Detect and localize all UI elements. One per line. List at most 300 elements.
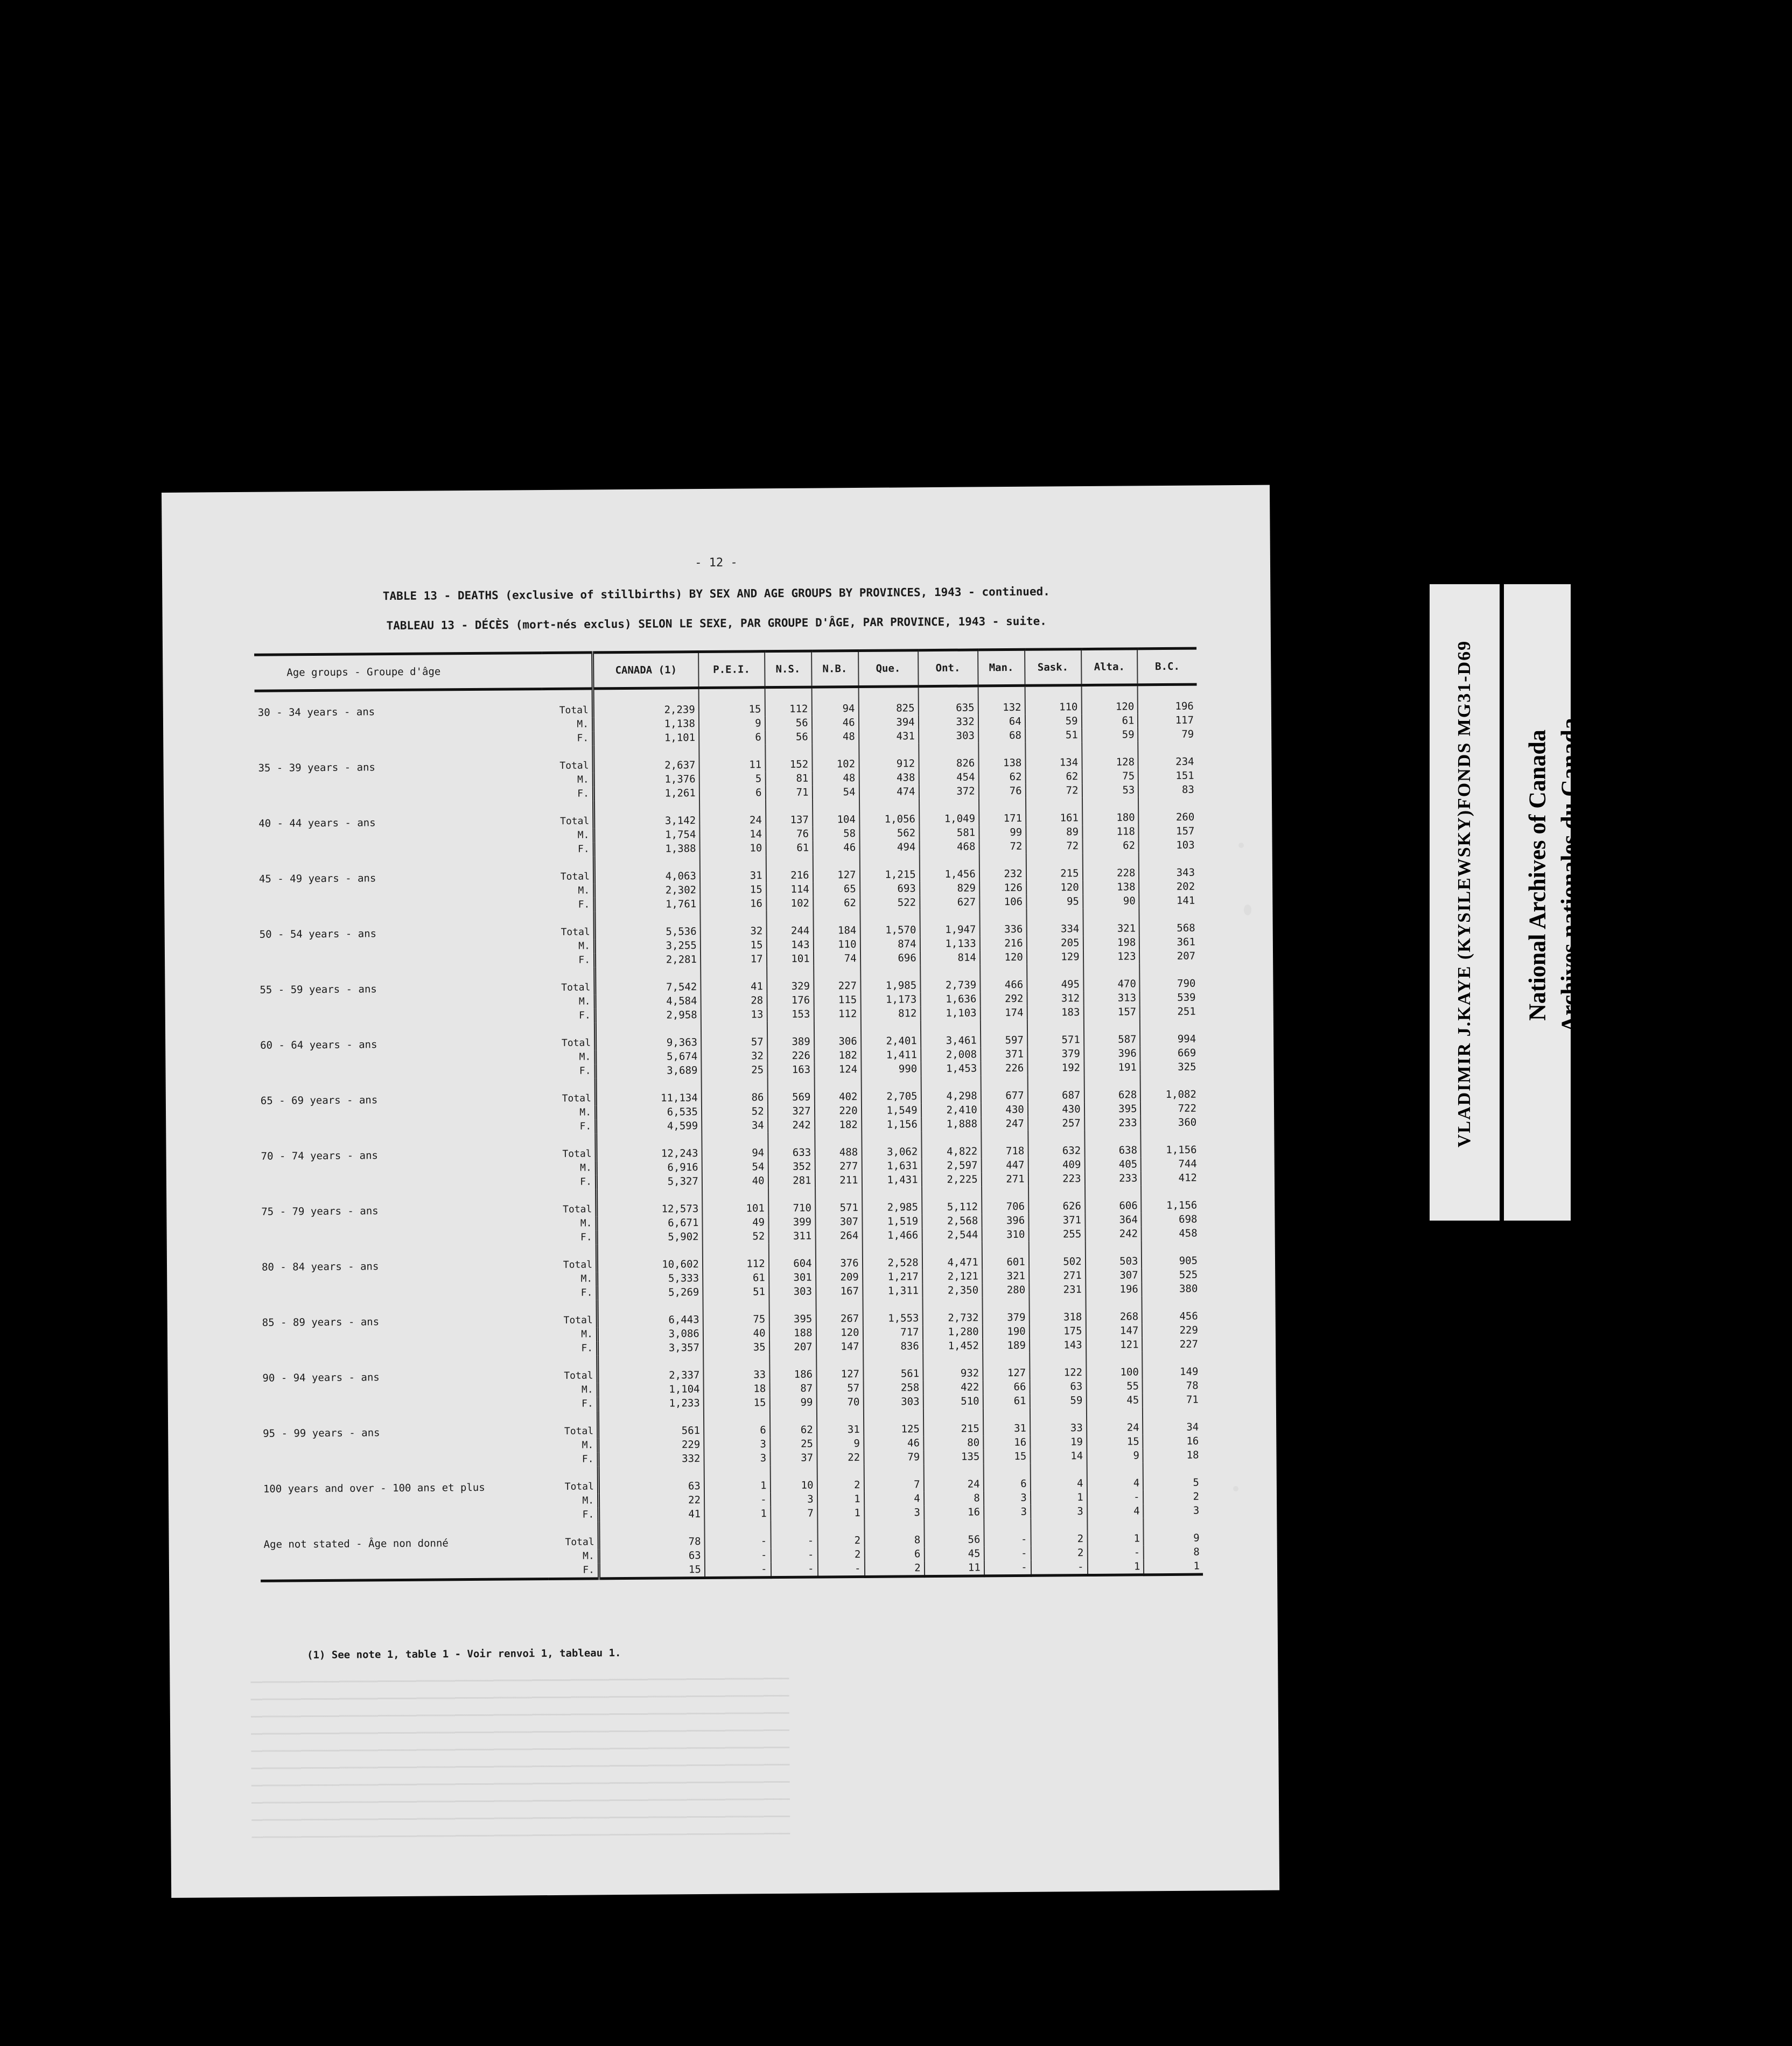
table-cell: 31: [700, 855, 766, 883]
table-cell: 2: [817, 1465, 864, 1493]
table-cell: 1,452: [923, 1339, 983, 1353]
table-cell: 396: [1084, 1046, 1140, 1061]
table-cell: -: [1031, 1560, 1088, 1575]
table-cell: 103: [1139, 838, 1198, 853]
table-cell: 1: [817, 1492, 864, 1507]
table-cell: 606: [1085, 1185, 1142, 1213]
table-cell: 15: [700, 882, 766, 897]
table-cell: 45: [1086, 1393, 1143, 1407]
table-cell: 56: [765, 716, 812, 731]
age-group-label: 80 - 84 years - ans: [261, 1260, 379, 1273]
table-cell: 174: [980, 1006, 1027, 1020]
table-cell: 49: [702, 1215, 768, 1230]
table-cell: 271: [982, 1172, 1028, 1187]
table-cell: 112: [814, 1007, 860, 1021]
table-cell: 1,280: [923, 1325, 983, 1339]
table-cell: 182: [814, 1048, 861, 1063]
archive-name-english: National Archives of Canada: [1524, 730, 1551, 1021]
sex-label: Total: [564, 1425, 594, 1437]
table-cell: 696: [860, 951, 920, 965]
table-cell: 48: [812, 730, 859, 744]
age-group-label: 90 - 94 years - ans: [262, 1371, 380, 1384]
table-cell: 4,063: [594, 856, 700, 884]
table-cell: 127: [813, 854, 859, 882]
table-cell: 4,584: [595, 994, 701, 1008]
table-cell: 72: [1026, 839, 1082, 853]
table-cell: 1,233: [598, 1396, 704, 1411]
table-cell: 990: [861, 1062, 921, 1076]
sex-label: Total: [560, 871, 590, 882]
age-group-label: 40 - 44 years - ans: [258, 817, 376, 830]
table-cell: 232: [979, 853, 1026, 881]
table-cell: -: [771, 1521, 817, 1548]
sex-label: Total: [560, 815, 590, 827]
sex-label: Total: [565, 1536, 594, 1548]
table-cell: 571: [815, 1187, 862, 1215]
table-cell: 301: [769, 1271, 816, 1285]
table-cell: 149: [1143, 1351, 1202, 1379]
table-cell: 101: [702, 1188, 768, 1216]
table-cell: 6: [983, 1463, 1030, 1491]
table-cell: 717: [863, 1325, 922, 1340]
table-cell: 220: [815, 1104, 862, 1118]
archive-name-french: Archives nationales du Canada: [1556, 718, 1583, 1033]
table-cell: 110: [813, 937, 860, 952]
table-cell: -: [771, 1562, 817, 1578]
table-cell: 215: [923, 1408, 983, 1436]
archive-stamp: [1430, 584, 1583, 1221]
table-cell: 134: [1025, 742, 1082, 770]
sex-label: M.: [580, 1273, 593, 1285]
table-cell: 9: [817, 1437, 864, 1451]
table-cell: 122: [1030, 1352, 1086, 1380]
sex-label: M.: [581, 1384, 593, 1396]
column-header: B.C.: [1138, 648, 1197, 685]
table-cell: 247: [981, 1117, 1028, 1131]
table-cell: 336: [979, 909, 1026, 937]
table-cell: 2,739: [920, 964, 980, 992]
table-cell: 11: [699, 744, 765, 772]
table-cell: 632: [1028, 1130, 1084, 1158]
speck: [1238, 843, 1244, 848]
table-cell: 188: [769, 1326, 816, 1341]
sex-label: M.: [577, 774, 589, 786]
table-cell: 35: [703, 1340, 769, 1355]
table-cell: 223: [1028, 1172, 1085, 1186]
age-group-label: Age not stated - Âge non donné: [263, 1537, 449, 1551]
sex-label: M.: [579, 1106, 592, 1118]
table-cell: 329: [767, 966, 814, 994]
table-cell: 41: [599, 1507, 705, 1522]
age-group-label: 55 - 59 years - ans: [260, 983, 377, 996]
table-cell: 422: [923, 1380, 983, 1395]
table-cell: 5,536: [594, 911, 701, 939]
table-cell: 360: [1141, 1116, 1200, 1130]
table-cell: 11: [925, 1560, 984, 1576]
table-cell: 31: [817, 1409, 864, 1437]
table-cell: 260: [1138, 797, 1198, 825]
table-cell: 94: [811, 686, 858, 716]
table-cell: 19: [1030, 1435, 1087, 1449]
table-cell: 72: [1026, 783, 1082, 798]
table-cell: 15: [701, 938, 767, 952]
table-cell: 2,732: [922, 1297, 982, 1325]
table-cell: 56: [924, 1519, 984, 1547]
table-cell: 257: [1028, 1116, 1084, 1131]
column-header: N.B.: [811, 650, 858, 687]
table-cell: 1,631: [862, 1159, 921, 1173]
table-cell: 874: [860, 937, 920, 951]
sex-label: F.: [580, 1231, 592, 1243]
sex-label: Total: [563, 1203, 592, 1215]
table-cell: 9: [1087, 1448, 1143, 1463]
table-cell: 46: [864, 1436, 923, 1451]
table-cell: 1,049: [919, 798, 979, 826]
speck: [1244, 905, 1251, 915]
table-cell: 207: [1139, 949, 1199, 964]
table-cell: 24: [923, 1463, 983, 1491]
table-cell: 61: [766, 841, 813, 856]
table-cell: 932: [923, 1353, 983, 1381]
table-cell: 63: [599, 1548, 705, 1563]
table-cell: 2: [817, 1547, 864, 1562]
table-cell: 227: [1142, 1337, 1201, 1352]
table-cell: -: [704, 1493, 771, 1507]
table-cell: 54: [812, 785, 859, 800]
table-cell: 3: [704, 1451, 770, 1466]
table-cell: 5: [699, 772, 766, 786]
table-cell: 137: [766, 800, 813, 828]
table-cell: 34: [702, 1118, 768, 1133]
table-cell: 718: [981, 1131, 1028, 1159]
table-cell: 129: [1027, 950, 1083, 964]
table-cell: 147: [1086, 1323, 1142, 1338]
table-cell: 306: [814, 1021, 860, 1049]
table-cell: 117: [1138, 713, 1197, 728]
table-cell: 209: [816, 1270, 863, 1285]
table-cell: 110: [1025, 685, 1081, 714]
table-cell: 4,599: [596, 1119, 702, 1133]
table-cell: 3,461: [921, 1020, 981, 1048]
table-cell: 3: [1144, 1504, 1203, 1518]
table-cell: 80: [923, 1435, 983, 1450]
table-cell: 394: [859, 715, 919, 730]
table-cell: 1: [1031, 1490, 1087, 1505]
table-cell: 2,239: [593, 688, 699, 718]
table-cell: 9: [1144, 1518, 1203, 1546]
table-cell: 242: [768, 1118, 815, 1133]
table-cell: 376: [815, 1243, 862, 1271]
age-group-label: 35 - 39 years - ans: [258, 761, 375, 774]
table-cell: 13: [701, 1007, 767, 1022]
table-cell: 4: [1030, 1463, 1087, 1491]
table-cell: 75: [1082, 769, 1138, 783]
table-cell: 710: [768, 1188, 815, 1216]
table-cell: 510: [923, 1394, 983, 1409]
table-cell: 104: [813, 799, 859, 827]
sex-label: Total: [561, 926, 590, 938]
table-cell: 1,056: [859, 798, 919, 826]
table-cell: 722: [1140, 1102, 1200, 1116]
table-cell: 57: [701, 1021, 767, 1049]
table-cell: 31: [983, 1408, 1030, 1436]
table-cell: 470: [1083, 963, 1140, 991]
table-cell: 669: [1140, 1046, 1200, 1061]
table-cell: 120: [1026, 880, 1083, 895]
table-cell: 292: [980, 992, 1027, 1006]
column-header: Sask.: [1025, 649, 1081, 686]
table-cell: 57: [816, 1381, 863, 1396]
table-cell: 62: [978, 770, 1025, 784]
table-cell: 312: [1027, 991, 1083, 1006]
table-cell: 48: [812, 771, 859, 786]
table-cell: 182: [815, 1118, 862, 1132]
table-cell: 626: [1028, 1186, 1085, 1214]
table-cell: 372: [919, 784, 978, 798]
table-cell: 2,637: [593, 745, 699, 773]
table-title-english: TABLE 13 - DEATHS (exclusive of stillbirths) BY SEX AND AGE GROUPS BY PROVINCES, 1943 - continued.: [382, 585, 1050, 603]
table-cell: 1,453: [921, 1061, 981, 1076]
table-cell: 7: [864, 1464, 923, 1492]
table-cell: 163: [767, 1063, 814, 1077]
table-cell: 2,008: [921, 1047, 981, 1062]
table-cell: 12,573: [597, 1188, 703, 1216]
table-cell: 53: [1082, 783, 1138, 797]
table-cell: 790: [1140, 963, 1199, 991]
table-cell: 242: [1085, 1227, 1142, 1241]
table-cell: 5,327: [596, 1174, 702, 1189]
table-cell: 2: [1031, 1546, 1087, 1560]
table-cell: 402: [814, 1076, 861, 1104]
table-cell: 281: [768, 1174, 815, 1188]
sex-label: M.: [577, 718, 589, 730]
table-cell: 17: [701, 952, 767, 966]
sex-label: M.: [578, 940, 590, 952]
table-cell: 157: [1083, 1005, 1140, 1019]
table-cell: 303: [919, 728, 978, 743]
table-cell: 192: [1027, 1061, 1084, 1075]
table-cell: 55: [1086, 1379, 1143, 1393]
table-cell: 379: [1027, 1047, 1084, 1061]
table-cell: 3,689: [596, 1063, 702, 1078]
sex-label: M.: [578, 885, 590, 896]
table-cell: 635: [918, 686, 978, 715]
table-cell: 186: [769, 1354, 816, 1382]
table-cell: 2: [1031, 1518, 1087, 1546]
table-cell: 1,985: [860, 965, 920, 993]
table-cell: 1,082: [1140, 1074, 1200, 1102]
table-cell: 14: [1030, 1449, 1087, 1463]
table-cell: 59: [1030, 1393, 1086, 1408]
table-cell: 121: [1086, 1337, 1143, 1352]
table-cell: 10: [770, 1465, 817, 1493]
table-cell: 76: [766, 827, 813, 842]
sex-label: F.: [582, 1453, 594, 1465]
table-cell: 829: [920, 881, 979, 895]
age-group-label: 70 - 74 years - ans: [261, 1150, 379, 1162]
table-cell: 3,062: [862, 1131, 921, 1159]
table-cell: 123: [1083, 949, 1140, 964]
table-cell: 62: [813, 896, 860, 910]
sex-label: M.: [580, 1162, 592, 1174]
table-cell: 65: [813, 882, 860, 896]
table-cell: 1: [1087, 1518, 1144, 1546]
table-cell: 836: [863, 1339, 923, 1354]
table-cell: 1,947: [920, 909, 979, 937]
table-cell: 2,705: [861, 1076, 921, 1104]
table-cell: 229: [598, 1438, 704, 1452]
stamp-divider: [1500, 584, 1504, 1221]
table-cell: 2,350: [922, 1283, 982, 1298]
table-cell: 118: [1082, 824, 1139, 839]
column-header: N.S.: [765, 651, 811, 688]
table-cell: 191: [1084, 1060, 1140, 1075]
sex-label: Total: [563, 1314, 593, 1326]
table-cell: 503: [1085, 1241, 1142, 1269]
table-cell: 16: [924, 1505, 984, 1519]
table-cell: 2,528: [862, 1242, 922, 1270]
table-cell: 135: [923, 1449, 983, 1464]
table-cell: 1,636: [920, 992, 980, 1006]
bleed-through-texture: [250, 1673, 790, 1838]
table-cell: 62: [770, 1410, 817, 1438]
sex-label: F.: [582, 1509, 594, 1521]
table-cell: 24: [699, 800, 766, 828]
table-cell: 389: [767, 1021, 814, 1049]
table-cell: 1,754: [594, 828, 700, 842]
sex-label: F.: [577, 732, 589, 744]
table-cell: 6,916: [596, 1160, 702, 1175]
table-cell: -: [704, 1521, 771, 1548]
table-cell: 147: [816, 1340, 863, 1354]
table-cell: 638: [1084, 1130, 1141, 1158]
table-cell: 1,215: [859, 854, 919, 882]
table-title-french: TABLEAU 13 - DÉCÈS (mort-nés exclus) SELON LE SEXE, PAR GROUPE D'ÂGE, PAR PROVINCE, 1943 - suite.: [386, 614, 1047, 633]
table-cell: 78: [1143, 1379, 1202, 1393]
table-cell: 4,822: [921, 1131, 981, 1159]
table-cell: 3,255: [594, 938, 701, 953]
table-cell: 189: [983, 1339, 1030, 1353]
table-cell: 693: [860, 881, 920, 896]
table-cell: 120: [816, 1326, 863, 1340]
table-cell: 1,431: [862, 1173, 921, 1187]
sex-label: F.: [580, 1176, 592, 1188]
table-cell: 157: [1139, 824, 1198, 839]
table-cell: 4,298: [921, 1075, 981, 1103]
table-cell: 5: [1143, 1462, 1202, 1490]
table-cell: 10: [699, 841, 766, 856]
table-cell: 522: [860, 895, 920, 910]
table-cell: 153: [767, 1007, 814, 1022]
table-cell: 332: [919, 714, 978, 729]
table-cell: 46: [813, 840, 859, 855]
table-cell: 33: [1030, 1407, 1087, 1435]
table-cell: 138: [1083, 880, 1139, 894]
table-cell: 100: [1086, 1351, 1143, 1379]
table-cell: 744: [1141, 1157, 1200, 1172]
table-cell: 2,410: [921, 1103, 981, 1117]
table-cell: 226: [981, 1061, 1027, 1076]
table-cell: 52: [702, 1104, 768, 1119]
sex-label: F.: [579, 1120, 592, 1132]
table-cell: 231: [1029, 1283, 1086, 1297]
table-cell: 352: [768, 1160, 815, 1174]
sex-label: Total: [562, 1092, 591, 1104]
table-cell: 18: [703, 1382, 769, 1396]
table-cell: 58: [813, 826, 859, 841]
table-cell: 1: [1144, 1559, 1203, 1575]
sex-label: F.: [577, 788, 589, 800]
table-cell: 8: [864, 1519, 924, 1547]
table-cell: 343: [1139, 852, 1198, 880]
table-cell: 1,456: [919, 853, 979, 881]
table-cell: 458: [1142, 1227, 1201, 1241]
table-cell: -: [705, 1548, 771, 1562]
table-cell: 454: [919, 770, 978, 784]
table-cell: 202: [1139, 880, 1199, 894]
age-group-label: 30 - 34 years - ans: [257, 706, 375, 719]
table-cell: 2,225: [922, 1172, 982, 1187]
table-cell: 1,466: [862, 1228, 922, 1243]
table-cell: 2: [864, 1561, 924, 1576]
table-cell: 3: [984, 1505, 1031, 1519]
table-cell: 327: [768, 1104, 815, 1119]
table-cell: 321: [1083, 908, 1139, 936]
table-cell: 1,104: [598, 1382, 704, 1397]
table-cell: 152: [765, 744, 812, 772]
table-cell: 71: [1143, 1393, 1202, 1407]
table-cell: 99: [979, 825, 1026, 840]
table-cell: 2: [817, 1520, 864, 1548]
table-cell: 120: [1081, 685, 1138, 714]
table-cell: 399: [768, 1215, 815, 1230]
table-cell: 371: [981, 1047, 1027, 1062]
table-cell: -: [705, 1562, 771, 1578]
table-cell: 826: [919, 742, 978, 770]
table-cell: 15: [698, 688, 765, 717]
table-cell: 1,311: [863, 1284, 922, 1298]
table-cell: 994: [1140, 1019, 1199, 1047]
table-cell: 151: [1138, 769, 1198, 783]
table-cell: 264: [815, 1229, 862, 1243]
table-cell: 561: [598, 1410, 704, 1438]
table-cell: 2,597: [921, 1158, 981, 1173]
table-cell: 9: [699, 716, 765, 731]
table-cell: 601: [982, 1242, 1029, 1270]
table-cell: 196: [1138, 684, 1197, 713]
sex-label: Total: [564, 1481, 594, 1493]
document-page: [162, 485, 1279, 1898]
table-cell: 62: [1082, 838, 1139, 853]
table-cell: 138: [978, 742, 1025, 770]
table-cell: 1: [1087, 1559, 1144, 1575]
table-cell: 562: [859, 826, 919, 840]
table-cell: 59: [1025, 714, 1082, 728]
table-cell: 4: [1087, 1462, 1143, 1490]
table-cell: 18: [1143, 1448, 1202, 1463]
table-cell: 22: [817, 1451, 864, 1465]
table-cell: 61: [703, 1271, 769, 1285]
table-cell: 581: [919, 825, 979, 840]
table-cell: 569: [767, 1077, 814, 1105]
table-cell: 211: [815, 1173, 862, 1188]
table-cell: 474: [859, 784, 919, 799]
table-cell: 905: [1142, 1241, 1201, 1269]
table-cell: 68: [978, 728, 1025, 743]
table-cell: 87: [769, 1382, 816, 1396]
table-cell: 90: [1083, 894, 1139, 908]
table-cell: 16: [983, 1435, 1030, 1450]
